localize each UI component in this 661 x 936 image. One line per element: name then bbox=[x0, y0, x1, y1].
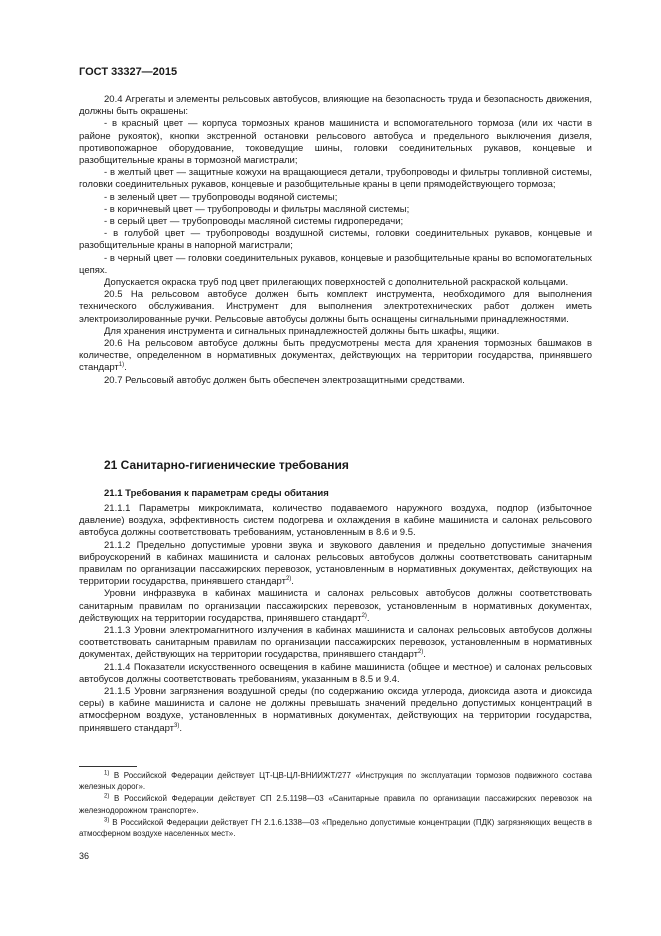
paragraph-21-1-4: 21.1.4 Показатели искусственного освещения в кабине машиниста (общее и местное) и салонах рельсовых автобусов должны соответствовать требованиям, указанным в 8.5 и 9.4. bbox=[79, 661, 592, 685]
paragraph-20-6-text: 20.6 На рельсовом автобусе должны быть предусмотрены места для хранения тормозных башмаков в количестве, определенном в нормативных документах, действующих на территории государства, принявшего стандарт bbox=[79, 338, 592, 374]
footnote-mark: 2) bbox=[104, 793, 110, 800]
paragraph-end: . bbox=[291, 576, 294, 588]
footnote-ref: 2) bbox=[361, 612, 367, 619]
paragraph-end: . bbox=[124, 362, 127, 374]
footnote-ref: 2) bbox=[417, 649, 424, 656]
section-21-text bbox=[79, 503, 592, 735]
footnote-ref: 3) bbox=[174, 722, 180, 729]
paragraph-20-6 bbox=[79, 338, 592, 375]
footnote-text: В Российской Федерации действует ЦТ-ЦВ-ЦЛ-ВНИИЖТ/277 «Инструкция по эксплуатации тормозов подвижного состава железных дорог». bbox=[79, 771, 592, 792]
footnote-text: В Российской Федерации действует СП 2.5.1198—03 «Санитарные правила по организации пассажирских перевозок на железнодорожном транспорте». bbox=[79, 794, 592, 815]
section-20-text bbox=[79, 94, 592, 387]
paragraph-storage: Для хранения инструмента и сигнальных принадлежностей должны быть шкафы, ящики. bbox=[104, 325, 500, 337]
list-item-green: - в зеленый цвет — трубопроводы водяной системы; bbox=[104, 191, 338, 203]
paragraph-infrasound-text: Уровни инфразвука в кабинах машиниста и салонах рельсовых автобусов должны соответствовать санитарным правилам по организации пассажирских перевозок, установленным в нормативных документах, действующих на территории государства, принявшего стандарт bbox=[79, 588, 592, 624]
paragraph-21-1-5 bbox=[79, 686, 592, 735]
paragraph-20-5: 20.5 На рельсовом автобусе должен быть комплект инструмента, необходимого для выполнения технического обслуживания. Инструмент для выполнения электротехнических работ должен иметь электроизолированные ручки. Рельсовые автобусы должны быть оснащены сигнальными принадлежностями. bbox=[79, 289, 592, 325]
footnote-divider bbox=[79, 766, 137, 767]
list-item-blue: - в голубой цвет — трубопроводы воздушной системы, головки соединительных рукавов, концевые и разобщительные краны в напорной магистрали; bbox=[79, 228, 592, 252]
footnote-2 bbox=[79, 793, 592, 815]
paragraph-21-1-2-text: 21.1.2 Предельно допустимые уровни звука и звукового давления и предельно допустимые значения виброускорений в кабинах машиниста и салонах рельсовых автобусов должны соответствовать санитарным правилам по организации пассажирских перевозок, установленным в нормативных документах, действующих на территории государства, принявшего стандарт bbox=[79, 539, 592, 588]
list-item-yellow: - в желтый цвет — защитные кожухи на вращающиеся детали, трубопроводы и фильтры топливной системы, головки соединительных рукавов, концевые и разобщительные краны в цепи прямодействующего тормоза; bbox=[79, 167, 592, 191]
footnote-text: В Российской Федерации действует ГН 2.1.6.1338—03 «Предельно допустимые концентрации (ПДК) загрязняющих веществ в атмосферном воздухе населенных мест». bbox=[79, 817, 592, 839]
paragraph-end: . bbox=[179, 722, 183, 734]
footnotes bbox=[79, 770, 592, 840]
paragraph-pipe-coloring: Допускается окраска труб под цвет прилегающих поверхностей с дополнительной раскраской кольцами. bbox=[104, 277, 569, 289]
paragraph-21-1-2 bbox=[79, 540, 592, 589]
footnote-3 bbox=[79, 817, 592, 839]
footnote-ref: 1) bbox=[118, 362, 125, 369]
paragraph-21-1-3-text: 21.1.3 Уровни электромагнитного излучения в кабинах машиниста и салонах рельсовых автобусов должны соответствовать санитарным правилам по организации пассажирских перевозок, установленным в нормативных документах, действующих на территории государства, принявшего стандарт bbox=[79, 625, 592, 661]
list-item-gray: - в серый цвет — трубопроводы масляной системы гидропередачи; bbox=[104, 216, 404, 228]
footnote-1 bbox=[79, 770, 592, 792]
section-21-heading: 21 Санитарно-гигиенические требования bbox=[104, 458, 349, 472]
list-item-black: - в черный цвет — головки соединительных рукавов, концевые и разобщительные краны во вспомогательных цепях. bbox=[79, 252, 592, 276]
paragraph-21-1-5-text: 21.1.5 Уровни загрязнения воздушной среды (по содержанию оксида углерода, диоксида азота и диоксида серы) в кабине машиниста и салоне не должны превышать значений предельно допустимых концентраций в атмосферном воздухе, установленных в нормативных документах, действующих на территории государства, принявшего стандарт bbox=[79, 686, 592, 734]
paragraph-infrasound bbox=[79, 588, 592, 625]
document-code-header: ГОСТ 33327—2015 bbox=[79, 66, 178, 78]
footnote-ref: 2) bbox=[285, 576, 292, 583]
paragraph-20-4: 20.4 Агрегаты и элементы рельсовых автобусов, влияющие на безопасность труда и безопасность движения, должны быть окрашены: bbox=[79, 94, 592, 118]
subsection-21-1-heading: 21.1 Требования к параметрам среды обитания bbox=[104, 488, 329, 499]
paragraph-20-7: 20.7 Рельсовый автобус должен быть обеспечен электрозащитными средствами. bbox=[104, 374, 465, 386]
page-number: 36 bbox=[79, 851, 90, 861]
footnote-mark: 3) bbox=[104, 817, 110, 824]
paragraph-end: . bbox=[366, 612, 370, 624]
list-item-red: - в красный цвет — корпуса тормозных кранов машиниста и вспомогательного тормоза (или их части в районе рукояток), кнопки экстренной остановки рельсового автобуса и предельного выключения дизеля, противопожарное оборудование, токоведущие шины, головки соединительных рукавов, концевые и разобщительные краны в тормозной магистрали; bbox=[79, 118, 592, 167]
paragraph-21-1-1: 21.1.1 Параметры микроклимата, количество подаваемого наружного воздуха, подпор (избыточное давление) воздуха, эффективность систем подогрева и охлаждения в кабине машиниста и салонах рельсового автобуса должны соответствовать требованиям, установленным в 8.6 и 9.5. bbox=[79, 503, 592, 539]
list-item-brown: - в коричневый цвет — трубопроводы и фильтры масляной системы; bbox=[104, 203, 410, 215]
footnote-mark: 1) bbox=[104, 770, 110, 777]
paragraph-21-1-3 bbox=[79, 625, 592, 662]
paragraph-end: . bbox=[423, 649, 426, 661]
